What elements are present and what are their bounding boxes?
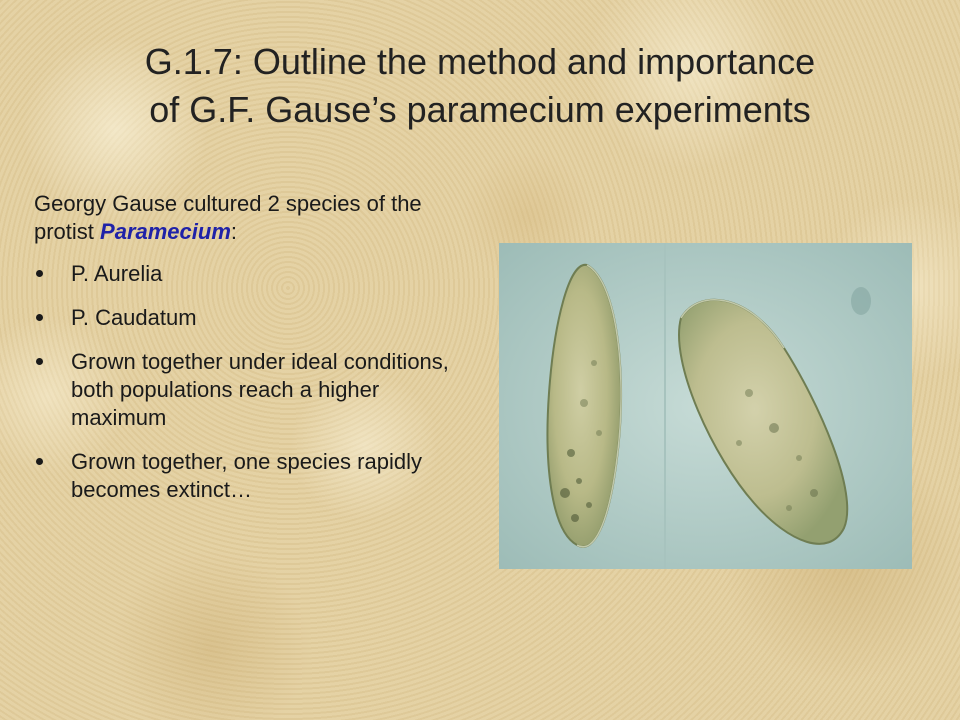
bullet-text: P. Aurelia — [71, 261, 163, 286]
bullet-icon — [36, 358, 43, 365]
debris-spot — [851, 287, 871, 315]
bullet-icon — [36, 270, 43, 277]
intro-text: Georgy Gause cultured 2 species of the protist — [34, 191, 422, 244]
bullet-list — [34, 260, 454, 504]
bullet-text: Grown together, one species rapidly becomes extinct… — [71, 449, 422, 502]
bullet-text: P. Caudatum — [71, 305, 197, 330]
bullet-item — [34, 304, 454, 332]
intro-suffix: : — [230, 219, 238, 244]
slide-body — [34, 190, 454, 520]
genus-name: Paramecium — [100, 219, 231, 244]
slide-title-line-1: G.1.7: Outline the method and importance — [144, 41, 816, 82]
slide-title — [30, 38, 930, 134]
bullet-item — [34, 448, 454, 504]
bullet-text: Grown together under ideal conditions, both populations reach a higher maximum — [71, 349, 449, 430]
bullet-icon — [36, 314, 43, 321]
bullet-item — [34, 260, 454, 288]
bullet-icon — [36, 458, 43, 465]
intro-paragraph — [34, 190, 454, 246]
paramecium-illustration — [499, 243, 912, 569]
bullet-item — [34, 348, 454, 432]
slide-title-line-2: of G.F. Gause’s paramecium experiments — [149, 89, 811, 130]
paramecium-photo — [499, 243, 912, 569]
